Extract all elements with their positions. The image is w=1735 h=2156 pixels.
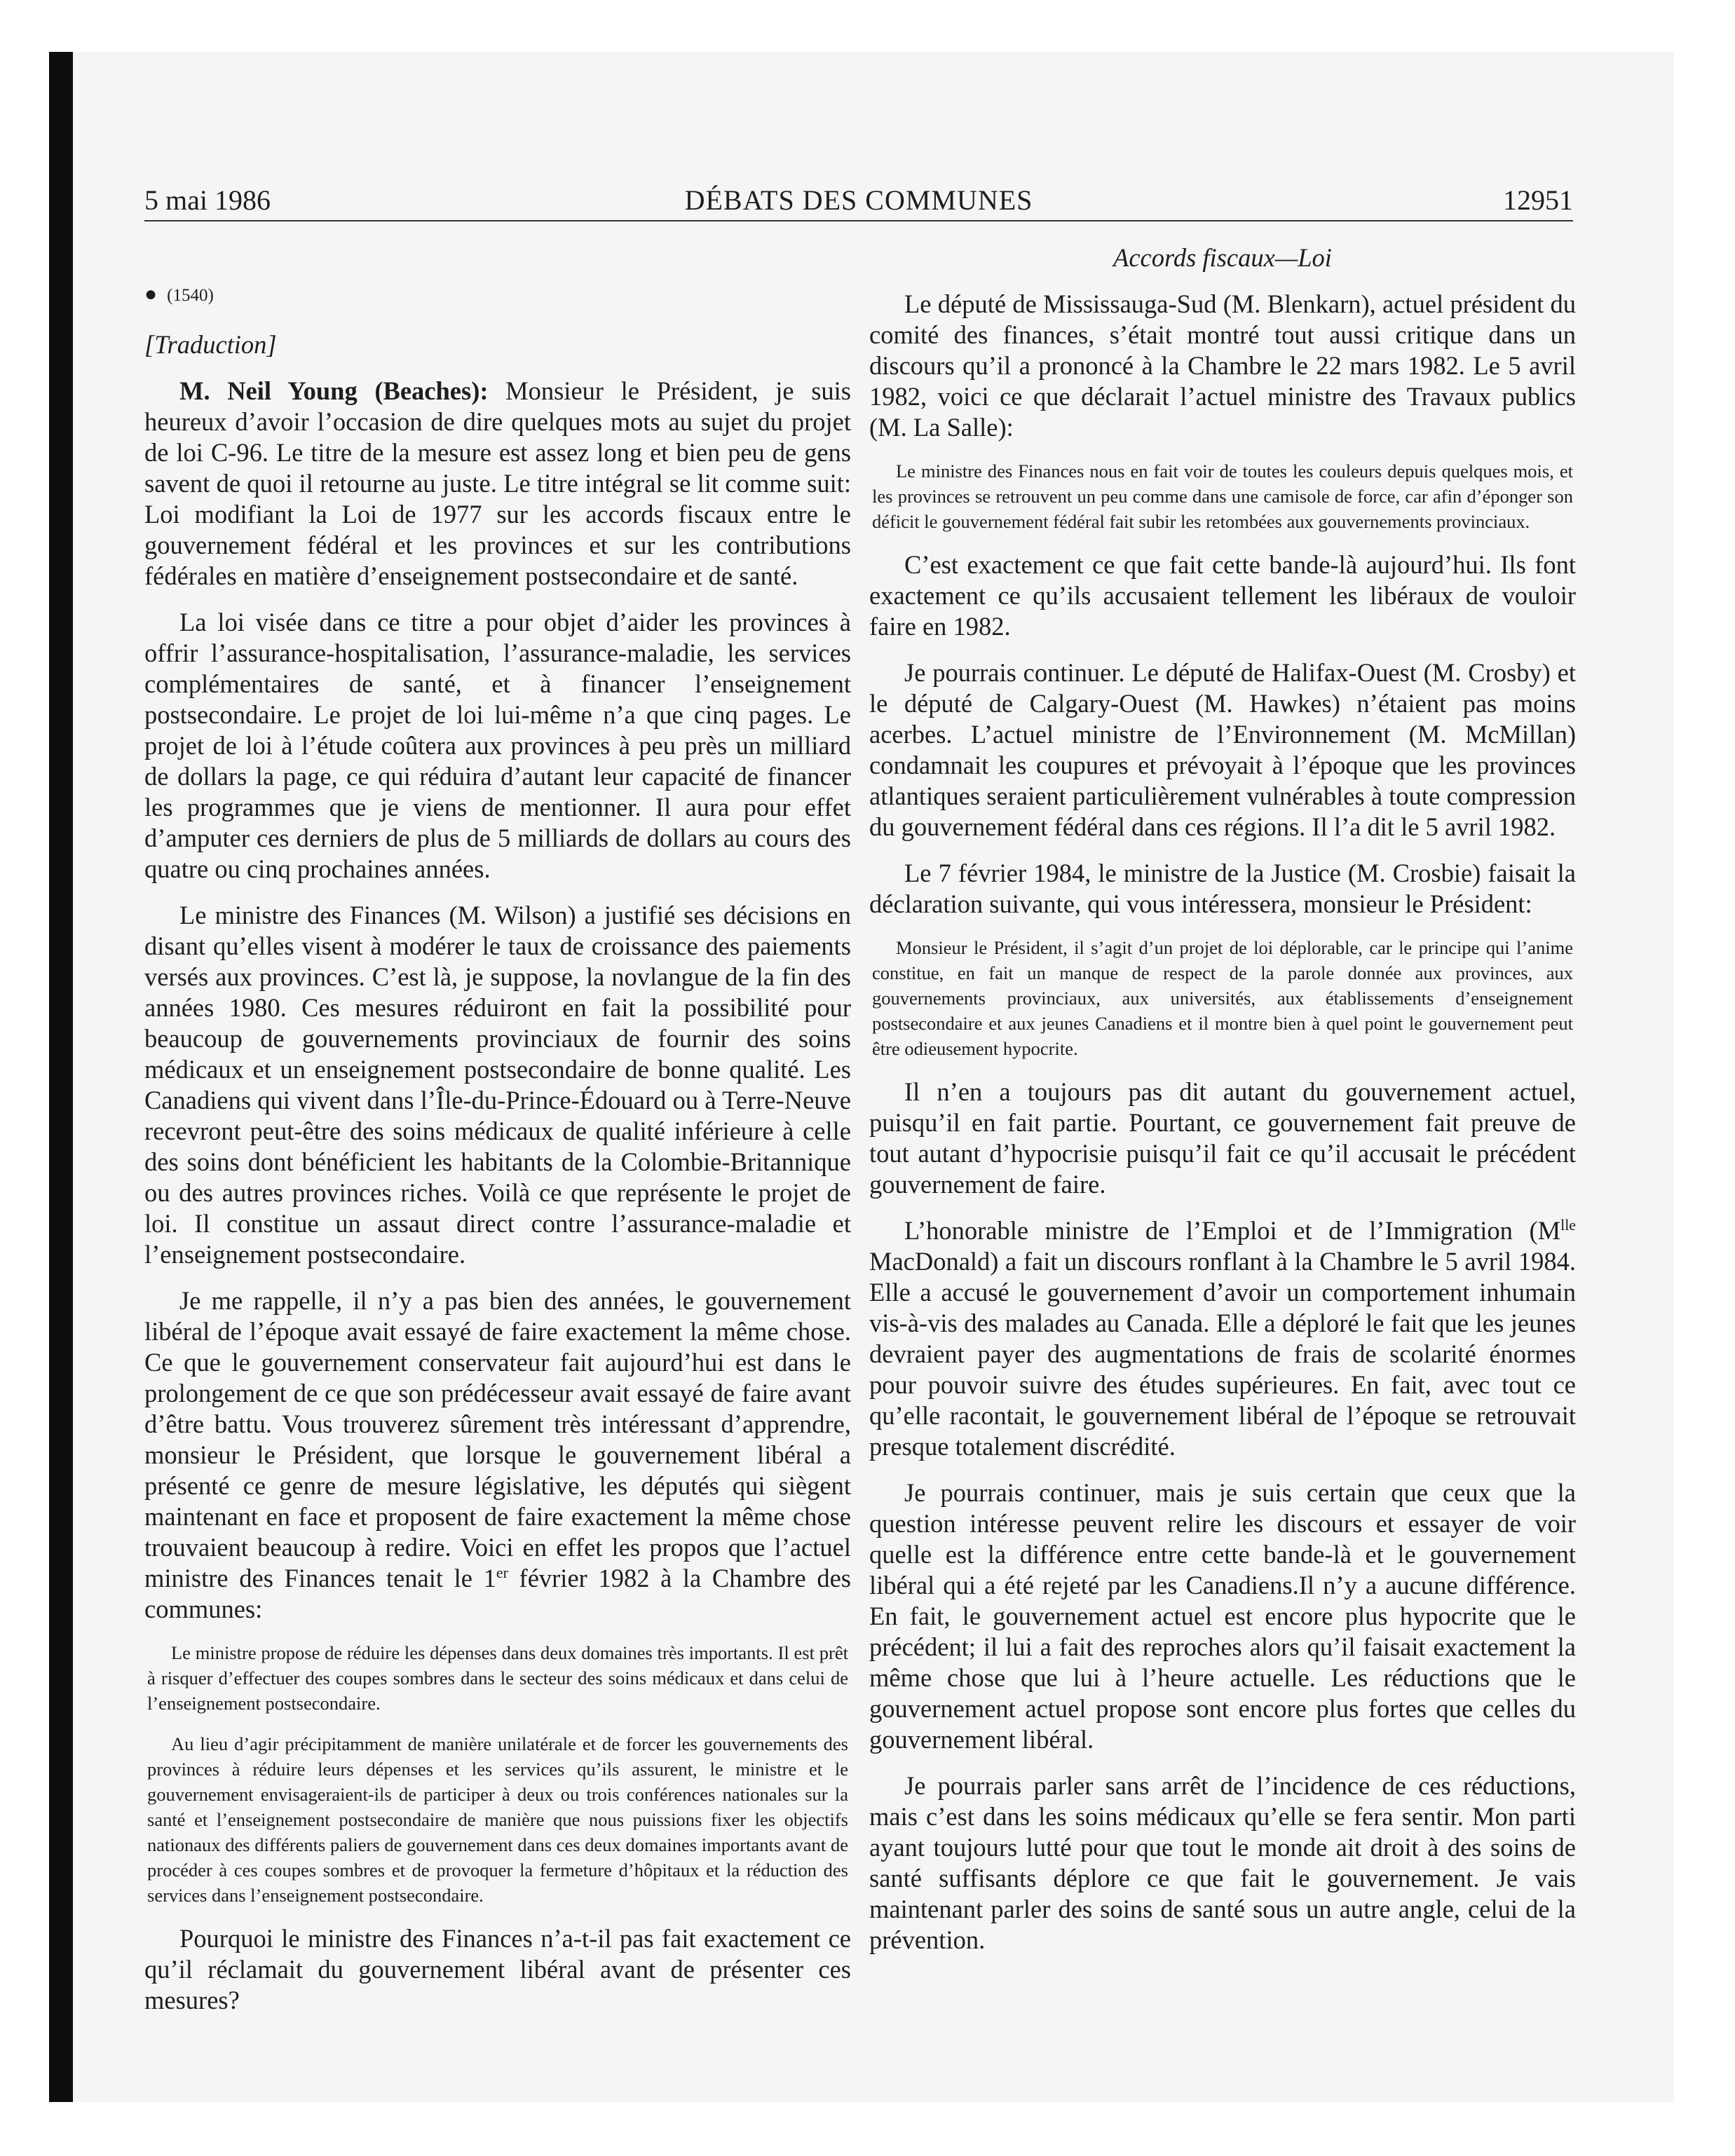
header-date: 5 mai 1986 (144, 184, 271, 216)
paragraph-text: Je me rappelle, il n’y a pas bien des années, le gouvernement libéral de l’époque avait essayé de faire exactement la même chose. Ce que le gouvernement conservateur fait aujourd’hui est dans le prolongement de ce que son prédécesseur avait essayé de faire avant d’être battu. Vous trouverez sûrement très intéressant d’apprendre, monsieur le Président, que lorsque le gouvernement libéral a présenté ce genre de mesure législative, les députés qui siègent maintenant en face et proposent de faire exactement la même chose trouvaient beaucoup à redire. Voici en effet les propos que l’actuel ministre des Finances tenait le 1 (144, 1286, 851, 1592)
header-page-number: 12951 (1503, 184, 1573, 216)
bullet-icon: ● (144, 282, 158, 306)
paragraph: Le 7 février 1984, le ministre de la Justice (M. Crosbie) faisait la déclaration suivante, qui vous intéressera, monsieur le Président: (869, 859, 1576, 918)
block-quote: Le ministre des Finances nous en fait voir de toutes les couleurs depuis quelques mois, et les provinces se retrouvent un peu comme dans une camisole de force, car afin d’éponger son déficit le gouvernement fédéral fait subir les retombées aux gouvernements provinciaux. (872, 460, 1573, 532)
paragraph-text: février 1982 à la Chambre des communes: (144, 1564, 851, 1623)
paragraph-text: L’honorable ministre de l’Emploi et de l’Immigration (M (904, 1216, 1561, 1245)
block-quote: Le ministre propose de réduire les dépenses dans deux domaines très importants. Il est prêt à risquer d’effectuer des coupes sombres dans le secteur des soins médicaux et dans celui de l’enseignement postsecondaire. (147, 1642, 848, 1714)
paragraph: Pourquoi le ministre des Finances n’a-t-il pas fait exactement ce qu’il réclamait du gouvernement libéral avant de présenter ces mesures? (144, 1924, 851, 2014)
paragraph (869, 1215, 1576, 1462)
paragraph: Le député de Mississauga-Sud (M. Blenkarn), actuel président du comité des finances, s’était montré tout aussi critique dans un discours qu’il a prononcé à la Chambre le 22 mars 1982. Le 5 avril 1982, voici ce que déclarait l’actuel ministre des Travaux publics (M. La Salle): (869, 289, 1576, 442)
paragraph: Le ministre des Finances (M. Wilson) a justifié ses décisions en disant qu’elles visent à modérer le taux de croissance des paiements versés aux provinces. C’est là, je suppose, la novlangue de la fin des années 1980. Ces mesures réduiront en fait la possibilité pour beaucoup de gouvernements provinciaux de fournir des soins médicaux et un enseignement postsecondaire de bonne qualité. Les Canadiens qui vivent dans l’Île-du-Prince-Édouard ou à Terre-Neuve recevront peut-être des soins médicaux de qualité inférieure à celle des soins dont bénéficient les habitants de la Colombie-Britannique ou des autres provinces riches. Voilà ce que représente le projet de loi. Il constitue un assaut direct contre l’assurance-maladie et l’enseignement postsecondaire. (144, 901, 851, 1269)
ordinal-suffix: er (496, 1563, 508, 1581)
paragraph (144, 1285, 851, 1625)
paragraph: C’est exactement ce que fait cette bande-là aujourd’hui. Ils font exactement ce qu’ils accusaient tellement les libéraux de vouloir faire en 1982. (869, 550, 1576, 641)
page-header (144, 181, 1573, 221)
speaker-name: M. Neil Young (Beaches): (179, 376, 489, 405)
left-column (144, 243, 851, 2065)
paragraph: Je pourrais continuer, mais je suis certain que ceux que la question intéresse peuvent relire les discours et essayer de voir quelle est la différence entre cette bande-là et le gouvernement libéral qui a été rejeté par les Canadiens.Il n’y a aucune différence. En fait, le gouvernement actuel est encore plus hypocrite que le précédent; il lui a fait des reproches alors qu’il faisait exactement la même chose que lui à l’heure actuelle. Les réductions que le gouvernement actuel propose sont encore plus fortes que celles du gouvernement libéral. (869, 1478, 1576, 1754)
paragraph-text: Monsieur le Président, je suis heureux d’avoir l’occasion de dire quelques mots au sujet du projet de loi C-96. Le titre de la mesure est assez long et bien peu de gens savent de quoi il retourne au juste. Le titre intégral se lit comme suit: Loi modifiant la Loi de 1977 sur les accords fiscaux entre le gouvernement fédéral et les provinces et sur les contributions fédérales en matière d’enseignement postsecondaire et de santé. (144, 376, 851, 590)
block-quote: Monsieur le Président, il s’agit d’un projet de loi déplorable, car le principe qui l’anime constitue, en fait un manque de respect de la parole donnée aux provinces, aux gouvernements provinciaux, aux universités, aux établissements d’enseignement postsecondaire et aux jeunes Canadiens et il montre bien à quel point le gouvernement peut être odieusement hypocrite. (872, 937, 1573, 1059)
paragraph-text: MacDonald) a fait un discours ronflant à la Chambre le 5 avril 1984. Elle a accusé le gouvernement d’avoir un comportement inhumain vis-à-vis des malades au Canada. Elle a déploré le fait que les jeunes devraient payer des augmentations de frais de scolarité énormes pour pouvoir suivre des études supérieures. En fait, avec tout ce qu’elle racontait, le gouvernement libéral de l’époque se retrouvait presque totalement discrédité. (869, 1247, 1576, 1461)
paragraph (144, 376, 851, 592)
timestamp-text: (1540) (167, 286, 214, 305)
block-quote: Au lieu d’agir précipitamment de manière unilatérale et de forcer les gouvernements des provinces à réduire leurs dépenses et les services qu’ils assurent, le ministre et le gouvernement envisageraient-ils de participer à deux ou trois conférences nationales sur la santé et l’enseignement postsecondaire de manière que nous puissions fixer les objectifs nationaux des différents paliers de gouvernement dans ces deux domaines importants avant de procéder à ces coupes sombres et de provoquer la fermeture d’hôpitaux et la réduction des services dans l’enseignement postsecondaire. (147, 1733, 848, 1906)
timestamp (144, 280, 851, 310)
paragraph: Il n’en a toujours pas dit autant du gouvernement actuel, puisqu’il en fait partie. Pourtant, ce gouvernement fait preuve de tout autant d’hypocrisie puisqu’il fait ce qu’il accusait le précédent gouvernement de faire. (869, 1077, 1576, 1199)
paragraph: Je pourrais continuer. Le député de Halifax-Ouest (M. Crosby) et le député de Calgary-Ouest (M. Hawkes) n’étaient pas moins acerbes. L’actuel ministre de l’Environnement (M. McMillan) condamnait les coupures et prévoyait à l’époque que les provinces atlantiques seraient particulièrement vulnérables à toute compression du gouvernement fédéral dans ces régions. Il l’a dit le 5 avril 1982. (869, 658, 1576, 841)
paragraph: Je pourrais parler sans arrêt de l’incidence de ces réductions, mais c’est dans les soins médicaux qu’elle se fera sentir. Mon parti ayant toujours lutté pour que tout le monde ait droit à des soins de santé suffisants déplore ce que fait le gouvernement. Je vais maintenant parler des soins de santé sous un autre angle, celui de la prévention. (869, 1771, 1576, 1954)
binding-edge (49, 52, 73, 2102)
translation-note: [Traduction] (144, 330, 277, 359)
paragraph: La loi visée dans ce titre a pour objet d’aider les provinces à offrir l’assurance-hospitalisation, l’assurance-maladie, les services complémentaires de santé, et à financer l’enseignement postsecondaire. Le projet de loi lui-même n’a que cinq pages. Le projet de loi à l’étude coûtera aux provinces à peu près un milliard de dollars la page, ce qui réduira d’autant leur capacité de financer les programmes que je viens de mentionner. Il aura pour effet d’amputer ces derniers de plus de 5 milliards de dollars au cours des quatre ou cinq prochaines années. (144, 608, 851, 883)
header-title: DÉBATS DES COMMUNES (684, 184, 1033, 216)
running-head: Accords fiscaux—Loi (1113, 243, 1332, 272)
title-suffix: lle (1560, 1215, 1576, 1234)
right-column (869, 243, 1576, 2065)
